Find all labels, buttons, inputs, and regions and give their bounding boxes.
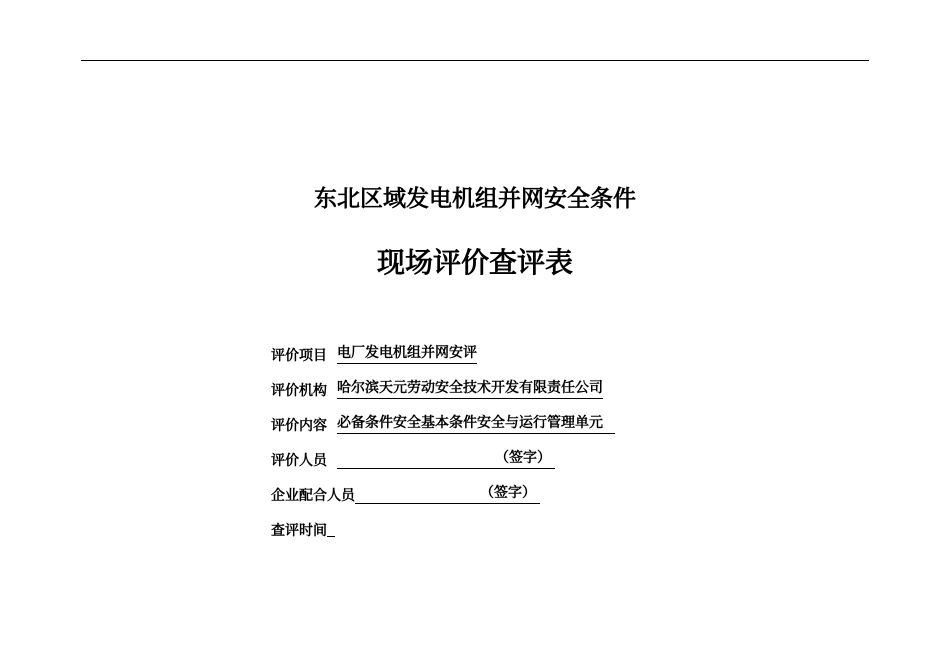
field-row-time xyxy=(271,520,615,555)
document-subtitle: 现场评价查评表 xyxy=(376,246,573,279)
content-label: 评价内容 xyxy=(271,418,327,434)
field-row-evaluator xyxy=(271,450,615,485)
field-row-content xyxy=(271,415,615,450)
item-value: 电厂发电机组并网安评 xyxy=(337,345,477,364)
evaluator-sign-note: （签字） xyxy=(495,450,551,466)
org-value: 哈尔滨天元劳动安全技术开发有限责任公司 xyxy=(337,380,603,399)
company-label: 企业配合人员 xyxy=(271,488,355,504)
field-row-item xyxy=(271,345,615,380)
org-label: 评价机构 xyxy=(271,383,327,399)
document-title: 东北区域发电机组并网安全条件 xyxy=(314,186,636,212)
content-value: 必备条件安全基本条件安全与运行管理单元 xyxy=(337,415,615,434)
evaluator-signature-line xyxy=(337,450,555,469)
time-blank-line xyxy=(327,520,335,537)
company-sign-note: （签字） xyxy=(480,485,536,501)
field-row-org xyxy=(271,380,615,415)
evaluator-label: 评价人员 xyxy=(271,453,327,469)
company-signature-line xyxy=(355,485,540,504)
time-label: 查评时间 xyxy=(271,523,327,539)
item-label: 评价项目 xyxy=(271,348,327,364)
evaluation-info-fields xyxy=(271,345,615,555)
top-divider xyxy=(81,60,869,61)
field-row-company xyxy=(271,485,615,520)
